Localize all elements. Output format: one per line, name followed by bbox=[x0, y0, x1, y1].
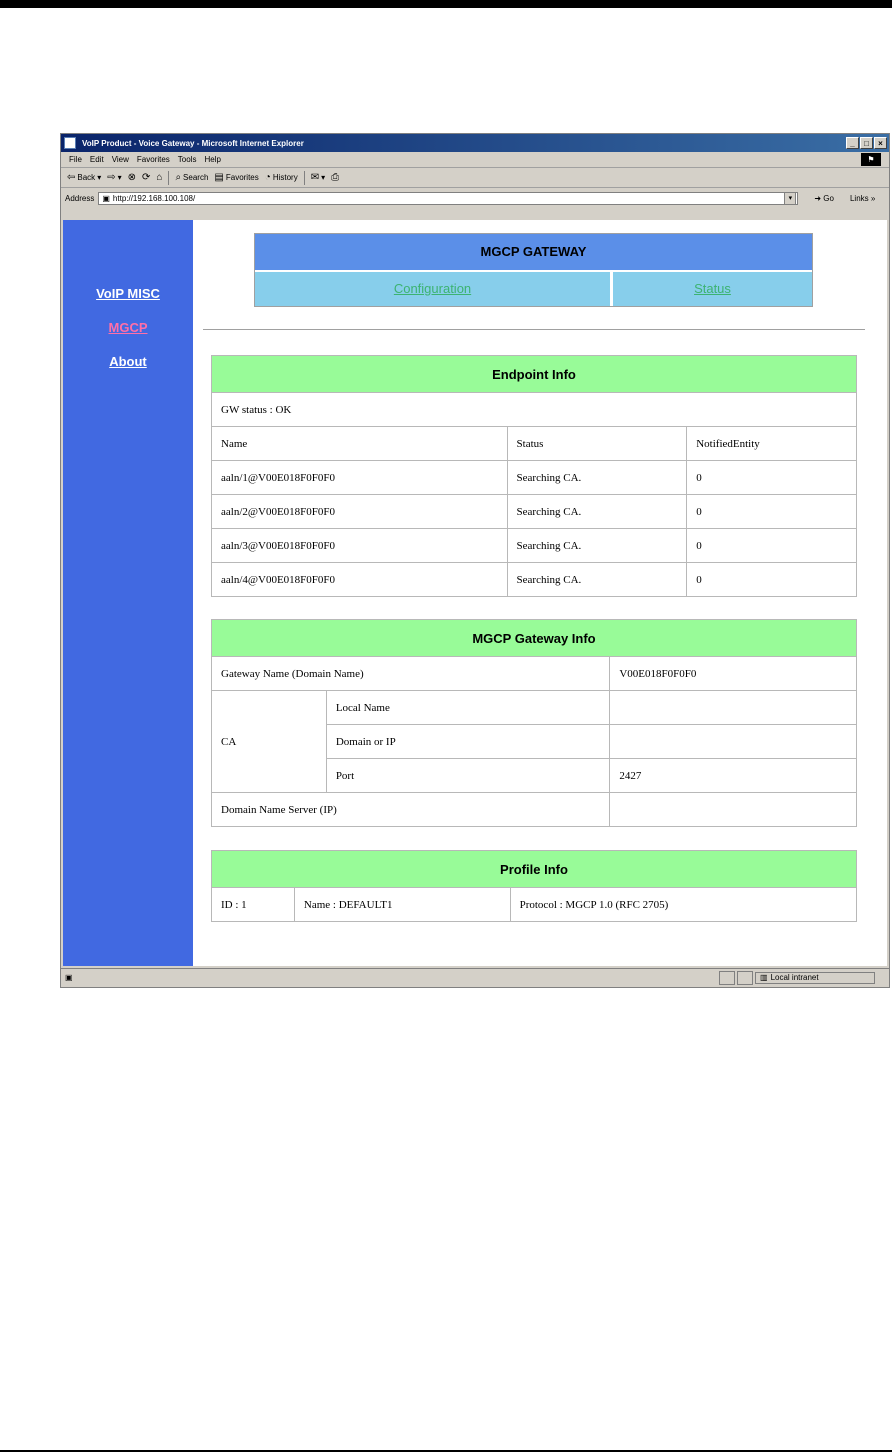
endpoint-notified-entity: 0 bbox=[687, 495, 857, 529]
document-bottom-rule bbox=[0, 1450, 892, 1452]
page-status-icon: ▣ bbox=[65, 973, 73, 982]
status-pane bbox=[737, 971, 753, 985]
table-row bbox=[212, 529, 857, 563]
back-label: Back bbox=[77, 173, 96, 182]
gateway-info-table bbox=[211, 619, 857, 827]
close-button[interactable]: × bbox=[874, 137, 887, 149]
table-row bbox=[212, 461, 857, 495]
column-header-status: Status bbox=[507, 427, 687, 461]
back-button[interactable] bbox=[67, 172, 101, 183]
refresh-button[interactable] bbox=[142, 172, 150, 183]
address-label: Address bbox=[65, 193, 95, 203]
gateway-header bbox=[254, 233, 813, 307]
domain-value bbox=[610, 725, 857, 759]
endpoint-info-title: Endpoint Info bbox=[212, 356, 857, 393]
profile-info-title: Profile Info bbox=[212, 851, 857, 888]
document-top-rule bbox=[0, 0, 892, 8]
page-icon: ▣ bbox=[102, 193, 110, 203]
security-zone bbox=[755, 972, 875, 984]
endpoint-name: aaln/1@V00E018F0F0F0 bbox=[212, 461, 508, 495]
stop-icon: ⊗ bbox=[127, 172, 136, 183]
gateway-name-label: Gateway Name (Domain Name) bbox=[212, 657, 610, 691]
status-pane bbox=[719, 971, 735, 985]
favorites-icon: ▤ bbox=[214, 172, 224, 183]
address-input[interactable] bbox=[98, 192, 798, 205]
gateway-title: MGCP GATEWAY bbox=[255, 234, 812, 270]
tab-status[interactable]: Status bbox=[613, 272, 812, 306]
favorites-button[interactable] bbox=[214, 172, 258, 183]
history-button[interactable] bbox=[265, 172, 298, 183]
profile-id: ID : 1 bbox=[212, 888, 295, 922]
table-row bbox=[212, 495, 857, 529]
history-label: History bbox=[272, 173, 298, 182]
endpoint-notified-entity: 0 bbox=[687, 563, 857, 597]
address-url: http://192.168.100.108/ bbox=[112, 193, 196, 203]
dns-label: Domain Name Server (IP) bbox=[212, 793, 610, 827]
endpoint-status: Searching CA. bbox=[507, 563, 687, 597]
forward-dropdown-icon: ▾ bbox=[117, 173, 122, 182]
home-icon: ⌂ bbox=[156, 172, 163, 183]
home-button[interactable] bbox=[156, 172, 162, 183]
endpoint-name: aaln/3@V00E018F0F0F0 bbox=[212, 529, 508, 563]
menu-favorites[interactable]: Favorites bbox=[136, 155, 170, 164]
menu-edit[interactable]: Edit bbox=[89, 155, 104, 164]
port-label: Port bbox=[326, 759, 610, 793]
column-header-notified-entity: NotifiedEntity bbox=[687, 427, 857, 461]
profile-protocol: Protocol : MGCP 1.0 (RFC 2705) bbox=[510, 888, 856, 922]
search-label: Search bbox=[183, 173, 209, 182]
dns-value bbox=[610, 793, 857, 827]
search-icon: ⌕ bbox=[175, 172, 182, 183]
port-value: 2427 bbox=[610, 759, 857, 793]
print-icon: ⎙ bbox=[331, 172, 340, 183]
window-title: VoIP Product - Voice Gateway - Microsoft Internet Explorer bbox=[82, 138, 304, 148]
forward-arrow-icon: ⇨ bbox=[107, 172, 116, 183]
zone-label: Local intranet bbox=[770, 973, 819, 982]
profile-name: Name : DEFAULT1 bbox=[294, 888, 510, 922]
tool-bar bbox=[61, 168, 889, 188]
endpoint-notified-entity: 0 bbox=[687, 461, 857, 495]
endpoint-status: Searching CA. bbox=[507, 529, 687, 563]
sidebar-item-about[interactable]: About bbox=[109, 354, 147, 369]
tab-configuration[interactable]: Configuration bbox=[255, 272, 610, 306]
address-bar bbox=[61, 188, 889, 208]
column-header-name: Name bbox=[212, 427, 508, 461]
endpoint-status: Searching CA. bbox=[507, 461, 687, 495]
gateway-info-title: MGCP Gateway Info bbox=[212, 620, 857, 657]
mail-button[interactable] bbox=[311, 172, 325, 183]
stop-button[interactable] bbox=[128, 172, 136, 183]
address-dropdown-button[interactable]: ▾ bbox=[784, 192, 796, 205]
back-dropdown-icon: ▾ bbox=[97, 173, 102, 182]
table-header-row bbox=[212, 427, 857, 461]
menu-file[interactable]: File bbox=[69, 155, 82, 164]
domain-label: Domain or IP bbox=[326, 725, 610, 759]
local-name-label: Local Name bbox=[326, 691, 610, 725]
main-content bbox=[193, 220, 887, 966]
windows-logo-icon: ⚑ bbox=[861, 153, 881, 166]
sidebar-item-voip-misc[interactable]: VoIP MISC bbox=[96, 286, 160, 301]
links-button[interactable]: Links » bbox=[849, 193, 876, 203]
minimize-button[interactable]: _ bbox=[846, 137, 859, 149]
title-bar bbox=[61, 134, 889, 152]
endpoint-notified-entity: 0 bbox=[687, 529, 857, 563]
endpoint-info-table bbox=[211, 355, 857, 597]
menu-help[interactable]: Help bbox=[204, 155, 221, 164]
menu-bar bbox=[61, 152, 889, 168]
search-button[interactable] bbox=[175, 172, 208, 183]
intranet-icon: ▥ bbox=[760, 973, 768, 982]
browser-window bbox=[60, 133, 890, 988]
divider bbox=[203, 329, 865, 330]
ie-app-icon bbox=[64, 137, 76, 149]
history-icon: ◔ bbox=[264, 172, 271, 183]
toolbar-separator bbox=[168, 171, 169, 185]
go-label: Go bbox=[823, 193, 834, 203]
local-name-value bbox=[610, 691, 857, 725]
status-bar bbox=[61, 968, 889, 986]
print-button[interactable] bbox=[331, 172, 339, 183]
sidebar-nav bbox=[63, 220, 193, 966]
forward-button[interactable] bbox=[107, 172, 121, 183]
gateway-name-value: V00E018F0F0F0 bbox=[610, 657, 857, 691]
go-arrow-icon: ➜ bbox=[814, 193, 822, 203]
menu-view[interactable]: View bbox=[111, 155, 129, 164]
table-row bbox=[212, 563, 857, 597]
mail-icon: ✉ bbox=[310, 172, 320, 183]
endpoint-name: aaln/4@V00E018F0F0F0 bbox=[212, 563, 508, 597]
gw-status: GW status : OK bbox=[212, 393, 857, 427]
profile-info-table bbox=[211, 850, 857, 922]
sidebar-item-mgcp[interactable]: MGCP bbox=[108, 320, 148, 335]
menu-tools[interactable]: Tools bbox=[177, 155, 197, 164]
toolbar-separator bbox=[304, 171, 305, 185]
favorites-label: Favorites bbox=[225, 173, 259, 182]
endpoint-status: Searching CA. bbox=[507, 495, 687, 529]
refresh-icon: ⟳ bbox=[142, 172, 151, 183]
go-button[interactable] bbox=[814, 194, 834, 203]
endpoint-name: aaln/2@V00E018F0F0F0 bbox=[212, 495, 508, 529]
page-viewport bbox=[63, 220, 887, 966]
mail-dropdown-icon: ▾ bbox=[321, 173, 326, 182]
back-arrow-icon: ⇦ bbox=[67, 172, 76, 183]
maximize-button[interactable]: □ bbox=[860, 137, 873, 149]
ca-label: CA bbox=[212, 691, 327, 793]
